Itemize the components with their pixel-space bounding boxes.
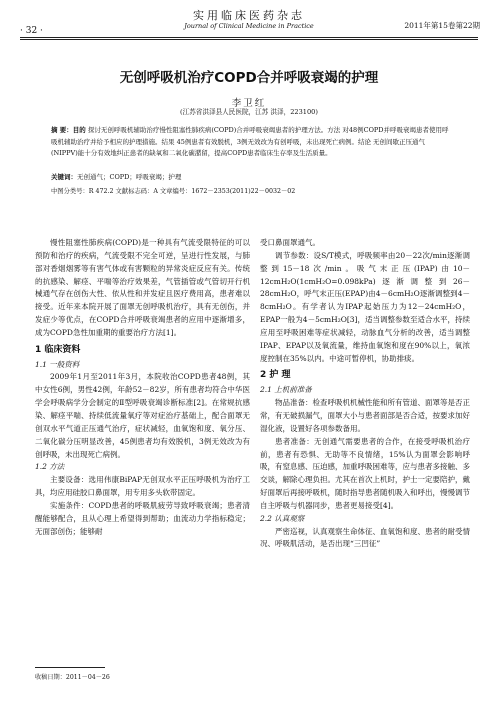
abstract-text: 探讨无创呼吸机辅助治疗慢性阻塞性肺疾病(COPD)合并呼吸衰竭患者的护理方法。方法 对48例COPD并呼吸衰竭患者使用呼吸机辅助治疗并给予相应的护理措施。结果 45例患者有效脱机，3例无效改为有创呼吸，未出现死亡病例。结论 无创间歇正压通气(NIPPV)能十分有效地纠正患者的缺氧和二氧化碳潴留，提高COPD患者临床生存率及生活质量。 bbox=[51, 126, 449, 157]
footnote-rule bbox=[35, 667, 105, 668]
header-rule-thin bbox=[20, 39, 478, 40]
journal-name-en: Journal of Clinical Medicine in Practice bbox=[184, 22, 314, 30]
left-column bbox=[35, 237, 250, 538]
paragraph-2-2: 严密巡视，认真观察生命体征、血氧饱和度、患者的耐受情况、呼吸肌活动，是否出现“三凹征” bbox=[260, 526, 470, 549]
params-paragraph: 调节参数：设S/T模式，呼吸频率由20－22次/min逐渐调整到15－18次/min。吸气末正压(IPAP)由10－12cmH₂O(1cmH₂O=0.098kPa)逐渐调整到26－28cmH₂O，呼气末正压(EPAP)由4－6cmH₂O逐渐调整到4－8cmH₂O。有学者认为IPAP起始压力为12－24cmH₂O，EPAP一般为4－5cmH₂O[3]，适当调整参数至适合水平，持续应用至呼吸困难等症状减轻，动脉血气分析的改善，适当调整IPAP、EPAP以及氧流量，维持血氧饱和度在90%以上，氧浓度控制在35%以内。中途可暂停机，协助排痰。 bbox=[260, 250, 470, 363]
abstract bbox=[51, 125, 449, 160]
article-title: 无创呼吸机治疗COPD合并呼吸衰竭的护理 bbox=[119, 70, 379, 86]
paragraph-2-1b: 患者准备：无创通气需要患者的合作，在接受呼吸机治疗前，患者有恐惧、无助等不良情绪，15%认为面罩会影响呼吸，有窒息感、压迫感，加重呼吸困难等，应与患者多接触、多交谈，解除心理负担。尤其在首次上机时，护士一定要陪护，戴好面罩后再接呼吸机，随时指导患者随机吸入和呼出，慢慢调节自主呼吸与机器同步，患者更易接受[4]。 bbox=[260, 436, 470, 510]
keywords-text: 无创通气；COPD；呼吸衰竭；护理 bbox=[77, 173, 182, 181]
journal-name-cn: 实用临床医药杂志 bbox=[193, 9, 305, 22]
author: 李卫红 bbox=[231, 98, 267, 109]
paragraph-2-1a: 物品准备：检查呼吸机机械性能和所有管道、面罩等是否正常，有无破损漏气，面罩大小与患者面部是否合适，按要求加好湿化液，设置好各项参数备用。 bbox=[260, 398, 470, 433]
section-heading-1: 1 临床资料 bbox=[35, 344, 81, 355]
received-date: 收稿日期：2011－04－26 bbox=[35, 674, 110, 681]
subsection-heading-1-1: 1.1 一般资料 bbox=[35, 359, 80, 369]
paragraph-1-1: 2009年1月至2011年3月，本院收治COPD患者48例，其中女性6例，男性42例，年龄52－82岁，所有患者均符合中华医学会呼吸病学分会制定的Ⅱ型呼吸衰竭诊断标准[2]。在常规抗感染、解痉平喘、持续低流量氧疗等对症治疗基础上，配合面罩无创双水平气道正压通气治疗，症状减轻，血氧饱和度、氧分压、二氧化碳分压明显改善，45例患者均有效脱机，3例无效改为有创呼吸，未出现死亡病例。 bbox=[35, 372, 250, 459]
section-heading-2: 2 护 理 bbox=[260, 370, 291, 381]
continued-text: 受口鼻面罩通气。 bbox=[260, 238, 320, 247]
right-column bbox=[260, 237, 470, 551]
page-number: · 32 · bbox=[20, 26, 43, 36]
affiliation: (江苏省洪泽县人民医院，江苏 洪泽，223100) bbox=[180, 108, 318, 116]
classification-line: 中图分类号：R 472.2 文献标志码：A 文章编号：1672－2353(2011)22－0032－02 bbox=[51, 188, 296, 195]
paragraph-1-2a: 主要设备：选用伟康BiPAP无创双水平正压呼吸机为治疗工具，均应用硅胶口鼻面罩，用专用多头软带固定。 bbox=[35, 475, 250, 498]
issue-info: 2011年第15卷第22期 bbox=[404, 21, 480, 30]
subsection-heading-2-1: 2.1 上机前准备 bbox=[260, 385, 312, 395]
header-rule bbox=[20, 37, 478, 38]
keywords-label: 关键词： bbox=[51, 173, 77, 181]
abstract-label: 摘 要：目的 bbox=[51, 126, 86, 134]
paragraph-1-2b: 实施条件：COPD患者的呼吸肌疲劳导致呼吸衰竭；患者清醒能够配合，且从心理上希望得到帮助；血流动力学指标稳定；无面部创伤；能够耐 bbox=[35, 500, 250, 536]
intro-paragraph: 慢性阻塞性肺疾病(COPD)是一种具有气流受限特征的可以预防和治疗的疾病，气流受限不完全可逆，呈进行性发展，与肺部对香烟烟雾等有害气体或有害颗粒的异常炎症反应有关。传统的抗感染、解痉、平喘等治疗效果差，气管插管或气管切开行机械通气存在创伤大性、依从性和并发症且医疗费用高，患者难以接受。近年来本院开展了面罩无创呼吸机治疗，具有无创伤，并发症少等优点，在COPD合并呼吸衰竭患者的应用中逐渐增多，成为COPD急性加重期的重要治疗方法[1]。 bbox=[35, 238, 250, 337]
subsection-heading-2-2: 2.2 认真观察 bbox=[260, 513, 305, 523]
keywords bbox=[51, 172, 449, 181]
subsection-heading-1-2: 1.2 方法 bbox=[35, 462, 65, 472]
